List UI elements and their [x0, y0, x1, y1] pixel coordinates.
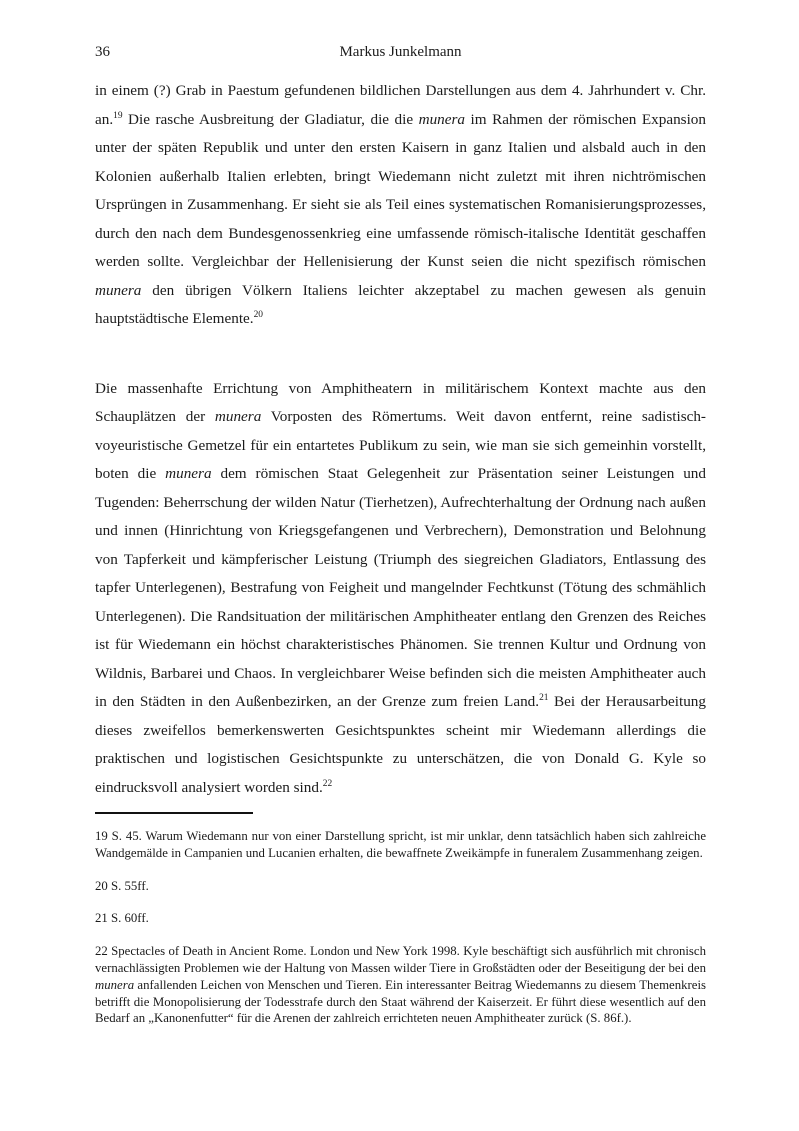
- page-header: [95, 44, 706, 64]
- running-header: Markus Junkelmann: [339, 44, 462, 60]
- paragraph-1: in einem (?) Grab in Paestum gefundenen bildlichen Darstellungen aus dem 4. Jahrhundert v. Chr. an.$^{19}$ Die rasche Ausbreitung der Gladiatur, die die munera im Rahmen der römischen Expansion unter der späten Republik und unter den ersten Kaisern in ganz Italien und alsbald auch in den Kolonien außerhalb Italien erlebten, bringt Wiedemann nicht zuletzt mit ihren nichtrömischen Ursprüngen in Zusammenhang. Er sieht sie als Teil eines systematischen Romanisierungsprozesses, durch den nach dem Bundesgenossenkrieg eine umfassende römisch-italische Identität geschaffen werden sollte. Vergleichbar der Hellenisierung der Kunst seien die nicht spezifisch römischen munera den übrigen Völkern Italiens leichter akzeptabel zu machen gewesen als genuin hauptstädtische Elemente.$^{20}$: [95, 82, 706, 327]
- footnote-20: 20 S. 55ff.: [95, 878, 149, 893]
- footnote-22: 22 Spectacles of Death in Ancient Rome. London und New York 1998. Kyle beschäftigt sich ausführlich mit chronisch vernachlässigten Problemen wie der Haltung von Massen wilder Tiere in Großstädten oder der Beseitigung der bei den munera anfallenden Leichen von Menschen und Tieren. Ein interessanter Beitrag Wiedemanns zu diesem Themenkreis betrifft die Monopolisierung der Todesstrafe durch den Staat während der Kaiserzeit. Er führt diese wesentlich auf den Bedarf an „Kanonenfutter“ für die Arenen der zahlreich errichteten neuen Amphitheater zurück (S. 86f.).: [95, 944, 706, 1026]
- body-text: [95, 77, 706, 802]
- footnote-19: 19 S. 45. Warum Wiedemann nur von einer Darstellung spricht, ist mir unklar, denn tatsächlich haben sich zahlreiche Wandgemälde in Campanien und Lucanien erhalten, die bewaffnete Zweikämpfe in funeralem Zusammenhang zeigen.: [95, 829, 706, 860]
- footnote-separator: [95, 812, 253, 814]
- footnote-21: 21 S. 60ff.: [95, 911, 149, 926]
- paragraph-2: Die massenhafte Errichtung von Amphitheatern in militärischem Kontext machte aus den Schauplätzen der munera Vorposten des Römertums. Weit davon entfernt, reine sadistisch-voyeuristische Gemetzel für ein entartetes Publikum zu sein, wie man sie sich gemeinhin vorstellt, boten die munera dem römischen Staat Gelegenheit zur Präsentation seiner Leistungen und Tugenden: Beherrschung der wilden Natur (Tierhetzen), Aufrechterhaltung der Ordnung nach außen und innen (Hinrichtung von Kriegsgefangenen und Verbrechern), Demonstration und Belohnung von Tapferkeit und kämpferischer Leistung (Triumph des siegreichen Gladiators, Entlassung des tapfer Unterlegenen), Bestrafung von Feigheit und mangelnder Fechtkunst (Tötung des schmählich Unterlegenen). Die Randsituation der militärischen Amphitheater entlang den Grenzen des Reiches ist für Wiedemann ein höchst charakteristisches Phänomen. Sie trennen Kultur und Ordnung von Wildnis, Barbarei und Chaos. In vergleichbarer Weise befinden sich die meisten Amphitheater auch in den Städten in den Außenbezirken, an der Grenze zum freien Land.$^{21}$ Bei der Herausarbeitung dieses zweifellos bemerkenswerten Gesichtspunktes scheint mir Wiedemann allerdings die praktischen und logistischen Gesichtspunkte zu unterschätzen, die von Donald G. Kyle so eindrucksvoll analysiert worden sind.$^{22}$: [95, 379, 706, 796]
- footnotes-section: [95, 828, 706, 1027]
- page-number: 36: [95, 44, 110, 60]
